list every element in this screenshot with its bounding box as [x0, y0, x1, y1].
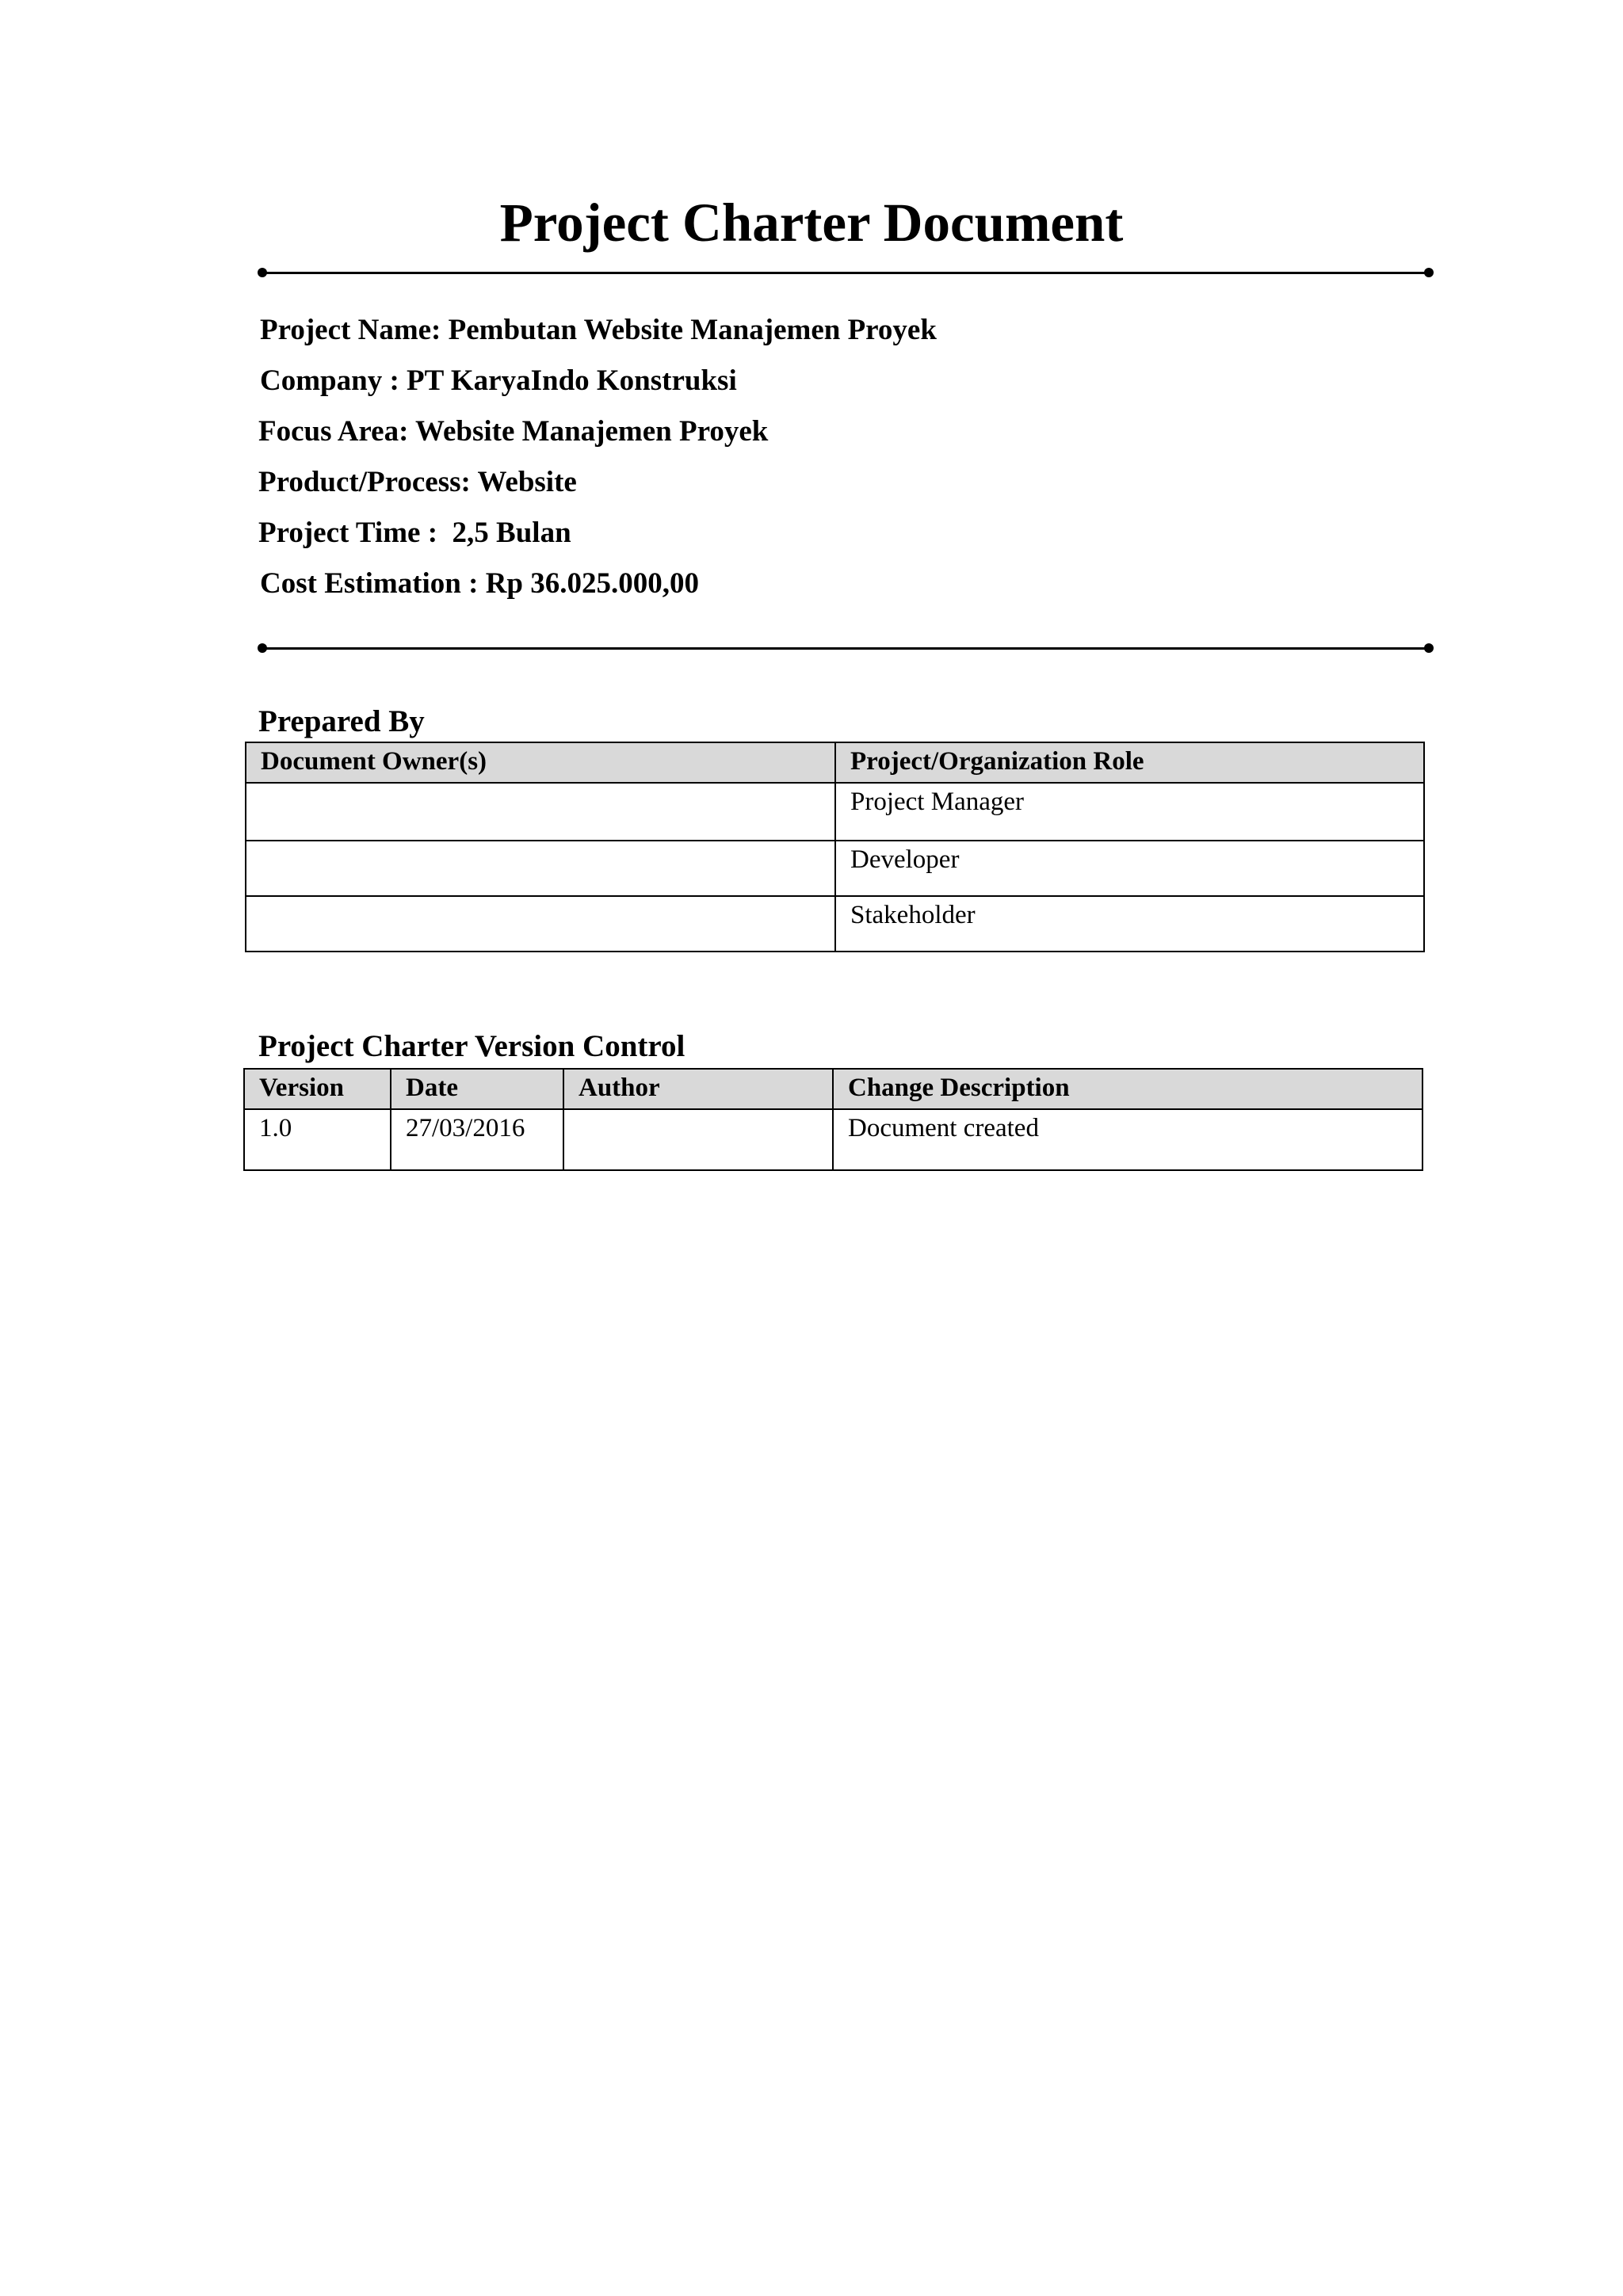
cost-estimation-line [260, 566, 699, 601]
date-cell: 27/03/2016 [391, 1109, 563, 1170]
table-row [244, 1109, 1423, 1170]
product-process-line [258, 465, 577, 500]
table-row [246, 783, 1424, 841]
project-time-line [258, 516, 571, 551]
author-cell [563, 1109, 833, 1170]
focus-area-label: Focus Area: [258, 415, 409, 448]
change-description-header: Change Description [833, 1069, 1423, 1109]
focus-area-value: Website Manajemen Proyek [415, 415, 769, 448]
table-row [246, 841, 1424, 896]
cost-estimation-label: Cost Estimation : [260, 567, 479, 600]
project-name-label: Project Name: [260, 314, 441, 346]
top-divider [258, 267, 1434, 278]
version-control-heading: Project Charter Version Control [258, 1029, 685, 1063]
project-name-line [260, 313, 937, 348]
table-row [246, 896, 1424, 952]
cost-estimation-value: Rp 36.025.000,00 [485, 567, 700, 600]
company-line [260, 364, 737, 399]
focus-area-line [258, 414, 768, 449]
product-process-label: Product/Process: [258, 466, 471, 498]
document-owner-header: Document Owner(s) [246, 742, 835, 783]
project-name-value: Pembutan Website Manajemen Proyek [448, 314, 937, 346]
author-header: Author [563, 1069, 833, 1109]
date-header: Date [391, 1069, 563, 1109]
description-cell: Document created [833, 1109, 1423, 1170]
owner-cell [246, 896, 835, 952]
owner-cell [246, 841, 835, 896]
organization-role-header: Project/Organization Role [835, 742, 1424, 783]
owner-cell [246, 783, 835, 841]
role-cell: Stakeholder [835, 896, 1424, 952]
project-time-value: 2,5 Bulan [445, 517, 571, 549]
version-cell: 1.0 [244, 1109, 391, 1170]
prepared-by-header-row [246, 742, 1424, 783]
document-title: Project Charter Document [499, 193, 1124, 253]
version-control-table [243, 1068, 1423, 1171]
role-cell: Project Manager [835, 783, 1424, 841]
product-process-value: Website [477, 466, 577, 498]
role-cell: Developer [835, 841, 1424, 896]
project-time-label: Project Time : [258, 517, 438, 549]
version-header-row [244, 1069, 1423, 1109]
bottom-divider [258, 643, 1434, 654]
version-header: Version [244, 1069, 391, 1109]
company-value: PT KaryaIndo Konstruksi [407, 364, 737, 397]
company-label: Company : [260, 364, 399, 397]
prepared-by-table [245, 742, 1425, 952]
prepared-by-heading: Prepared By [258, 704, 425, 738]
